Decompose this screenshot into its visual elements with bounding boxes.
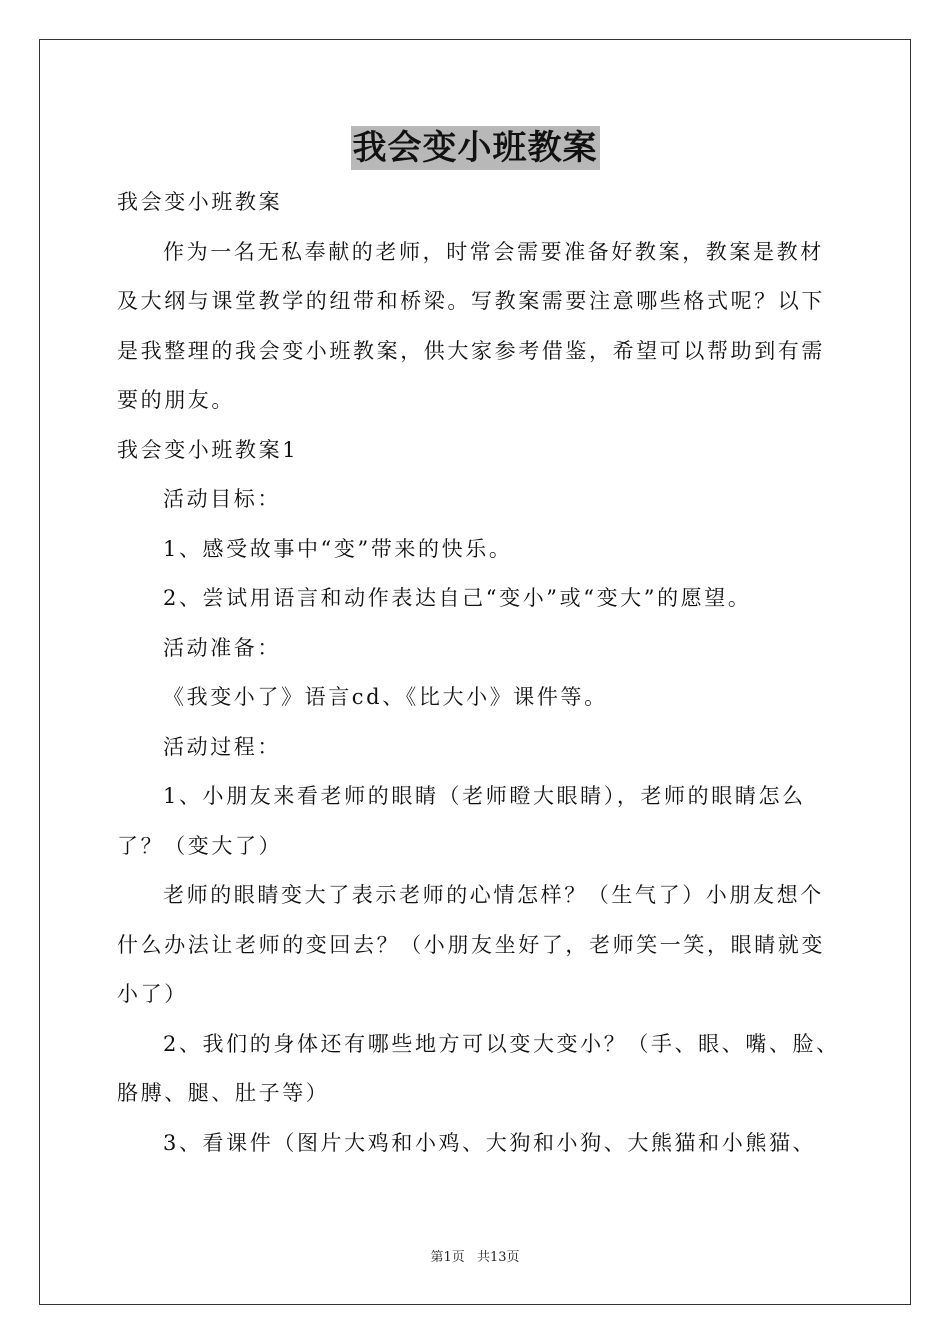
text-line: 要的朋友。 bbox=[117, 388, 235, 412]
text-line: 活动准备： bbox=[163, 635, 281, 660]
document-title: 我会变小班教案 bbox=[352, 128, 598, 168]
text-line: 我会变小班教案1 bbox=[117, 437, 299, 462]
text-line: 我会变小班教案 bbox=[117, 190, 283, 214]
text-line: 了？（变大了） bbox=[117, 833, 283, 858]
text-line: 什么办法让老师的变回去？（小朋友坐好了，老师笑一笑，眼睛就变 bbox=[117, 932, 825, 957]
text-line: 活动目标： bbox=[163, 487, 281, 511]
text-line: 1、感受故事中“变”带来的快乐。 bbox=[163, 536, 513, 561]
total-pages: 共13页 bbox=[476, 1250, 520, 1265]
page-number: 第1页 bbox=[430, 1250, 465, 1265]
text-line: 及大纲与课堂教学的纽带和桥梁。写教案需要注意哪些格式呢？以下 bbox=[117, 289, 825, 313]
page-footer bbox=[0, 1246, 950, 1265]
text-line: 2、尝试用语言和动作表达自己“变小”或“变大”的愿望。 bbox=[163, 586, 752, 610]
text-line: 活动过程： bbox=[163, 734, 281, 759]
text-line: 小了） bbox=[117, 982, 188, 1006]
text-line: 2、我们的身体还有哪些地方可以变大变小？（手、眼、嘴、脸、 bbox=[163, 1031, 840, 1056]
text-line: 老师的眼睛变大了表示老师的心情怎样？（生气了）小朋友想个 bbox=[163, 883, 824, 907]
text-line: 胳膊、腿、肚子等） bbox=[117, 1081, 330, 1105]
text-line: 作为一名无私奉献的老师，时常会需要准备好教案，教案是教材 bbox=[163, 239, 824, 264]
text-line: 3、看课件（图片大鸡和小鸡、大狗和小狗、大熊猫和小熊猫、 bbox=[163, 1130, 817, 1155]
title-wrap bbox=[0, 126, 950, 170]
text-line: 是我整理的我会变小班教案，供大家参考借鉴，希望可以帮助到有需 bbox=[117, 338, 825, 363]
text-line: 《我变小了》语言cd、《比大小》课件等。 bbox=[163, 685, 608, 709]
document-body bbox=[117, 178, 839, 1168]
text-line: 1、小朋友来看老师的眼睛（老师瞪大眼睛），老师的眼睛怎么 bbox=[163, 784, 806, 808]
